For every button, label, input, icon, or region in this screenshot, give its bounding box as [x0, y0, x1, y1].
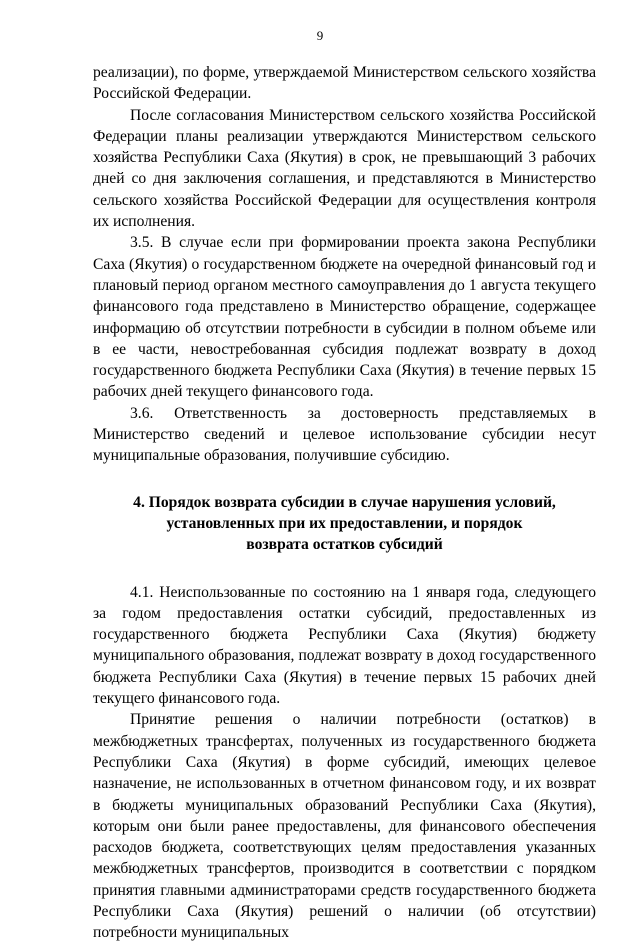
paragraph-approval-plans: После согласования Министерством сельского хозяйства Российской Федерации планы реализации утверждаются Министерством сельского хозяйства Республики Саха (Якутия) в срок, не превышающий 3 рабочих дней со дня заключения соглашения, и представляются в Министерство сельского хозяйства Российской Федерации для осуществления контроля их исполнения.: [93, 106, 596, 231]
paragraph-3-6: 3.6. Ответственность за достоверность представляемых в Министерство сведений и целевое использование субсидии несут муниципальные образования, получившие субсидию.: [93, 404, 596, 465]
section-heading: [93, 492, 596, 556]
paragraph-3-5: 3.5. В случае если при формировании проекта закона Республики Саха (Якутия) о государственном бюджете на очередной финансовый год и плановый период органом местного самоуправления до 1 августа текущего финансового года представлено в Министерство обращение, содержащее информацию об отсутствии потребности в субсидии в полном объеме или в ее части, невостребованная субсидия подлежат возврату в доход государственного бюджета Республики Саха (Якутия) в течение первых 15 рабочих дней текущего финансового года.: [93, 234, 596, 401]
page-number: 9: [316, 28, 324, 43]
section-heading-line-2: установленных при их предоставлении, и порядок: [166, 514, 523, 532]
section-heading-line-1: 4. Порядок возврата субсидии в случае нарушения условий,: [133, 493, 556, 511]
paragraph-4-1: 4.1. Неиспользованные по состоянию на 1 января года, следующего за годом предоставления остатки субсидий, предоставленных из государственного бюджета Республики Саха (Якутия) бюджету муниципального образования, подлежат возврату в доход государственного бюджета Республики Саха (Якутия) в течение первых 15 рабочих дней текущего финансового года.: [93, 583, 596, 708]
paragraph-continuation: реализации), по форме, утверждаемой Министерством сельского хозяйства Российской Федерации.: [93, 64, 596, 103]
paragraph-decision-on-need: Принятие решения о наличии потребности (остатков) в межбюджетных трансфертах, полученных из государственного бюджета Республики Саха (Якутия) в форме субсидий, имеющих целевое назначение, не использованных в отчетном финансовом году, и их возврат в бюджеты муниципальных образований Республики Саха (Якутия), которым они были ранее предоставлены, для финансового обеспечения расходов бюджета, соответствующих целям предоставления указанных межбюджетных трансфертов, производится в соответствии с порядком принятия главными администраторами средств государственного бюджета Республики Саха (Якутия) решений о наличии (об отсутствии) потребности муниципальных: [93, 711, 596, 942]
document-body: [93, 62, 596, 944]
section-heading-line-3: возврата остатков субсидий: [246, 536, 443, 554]
